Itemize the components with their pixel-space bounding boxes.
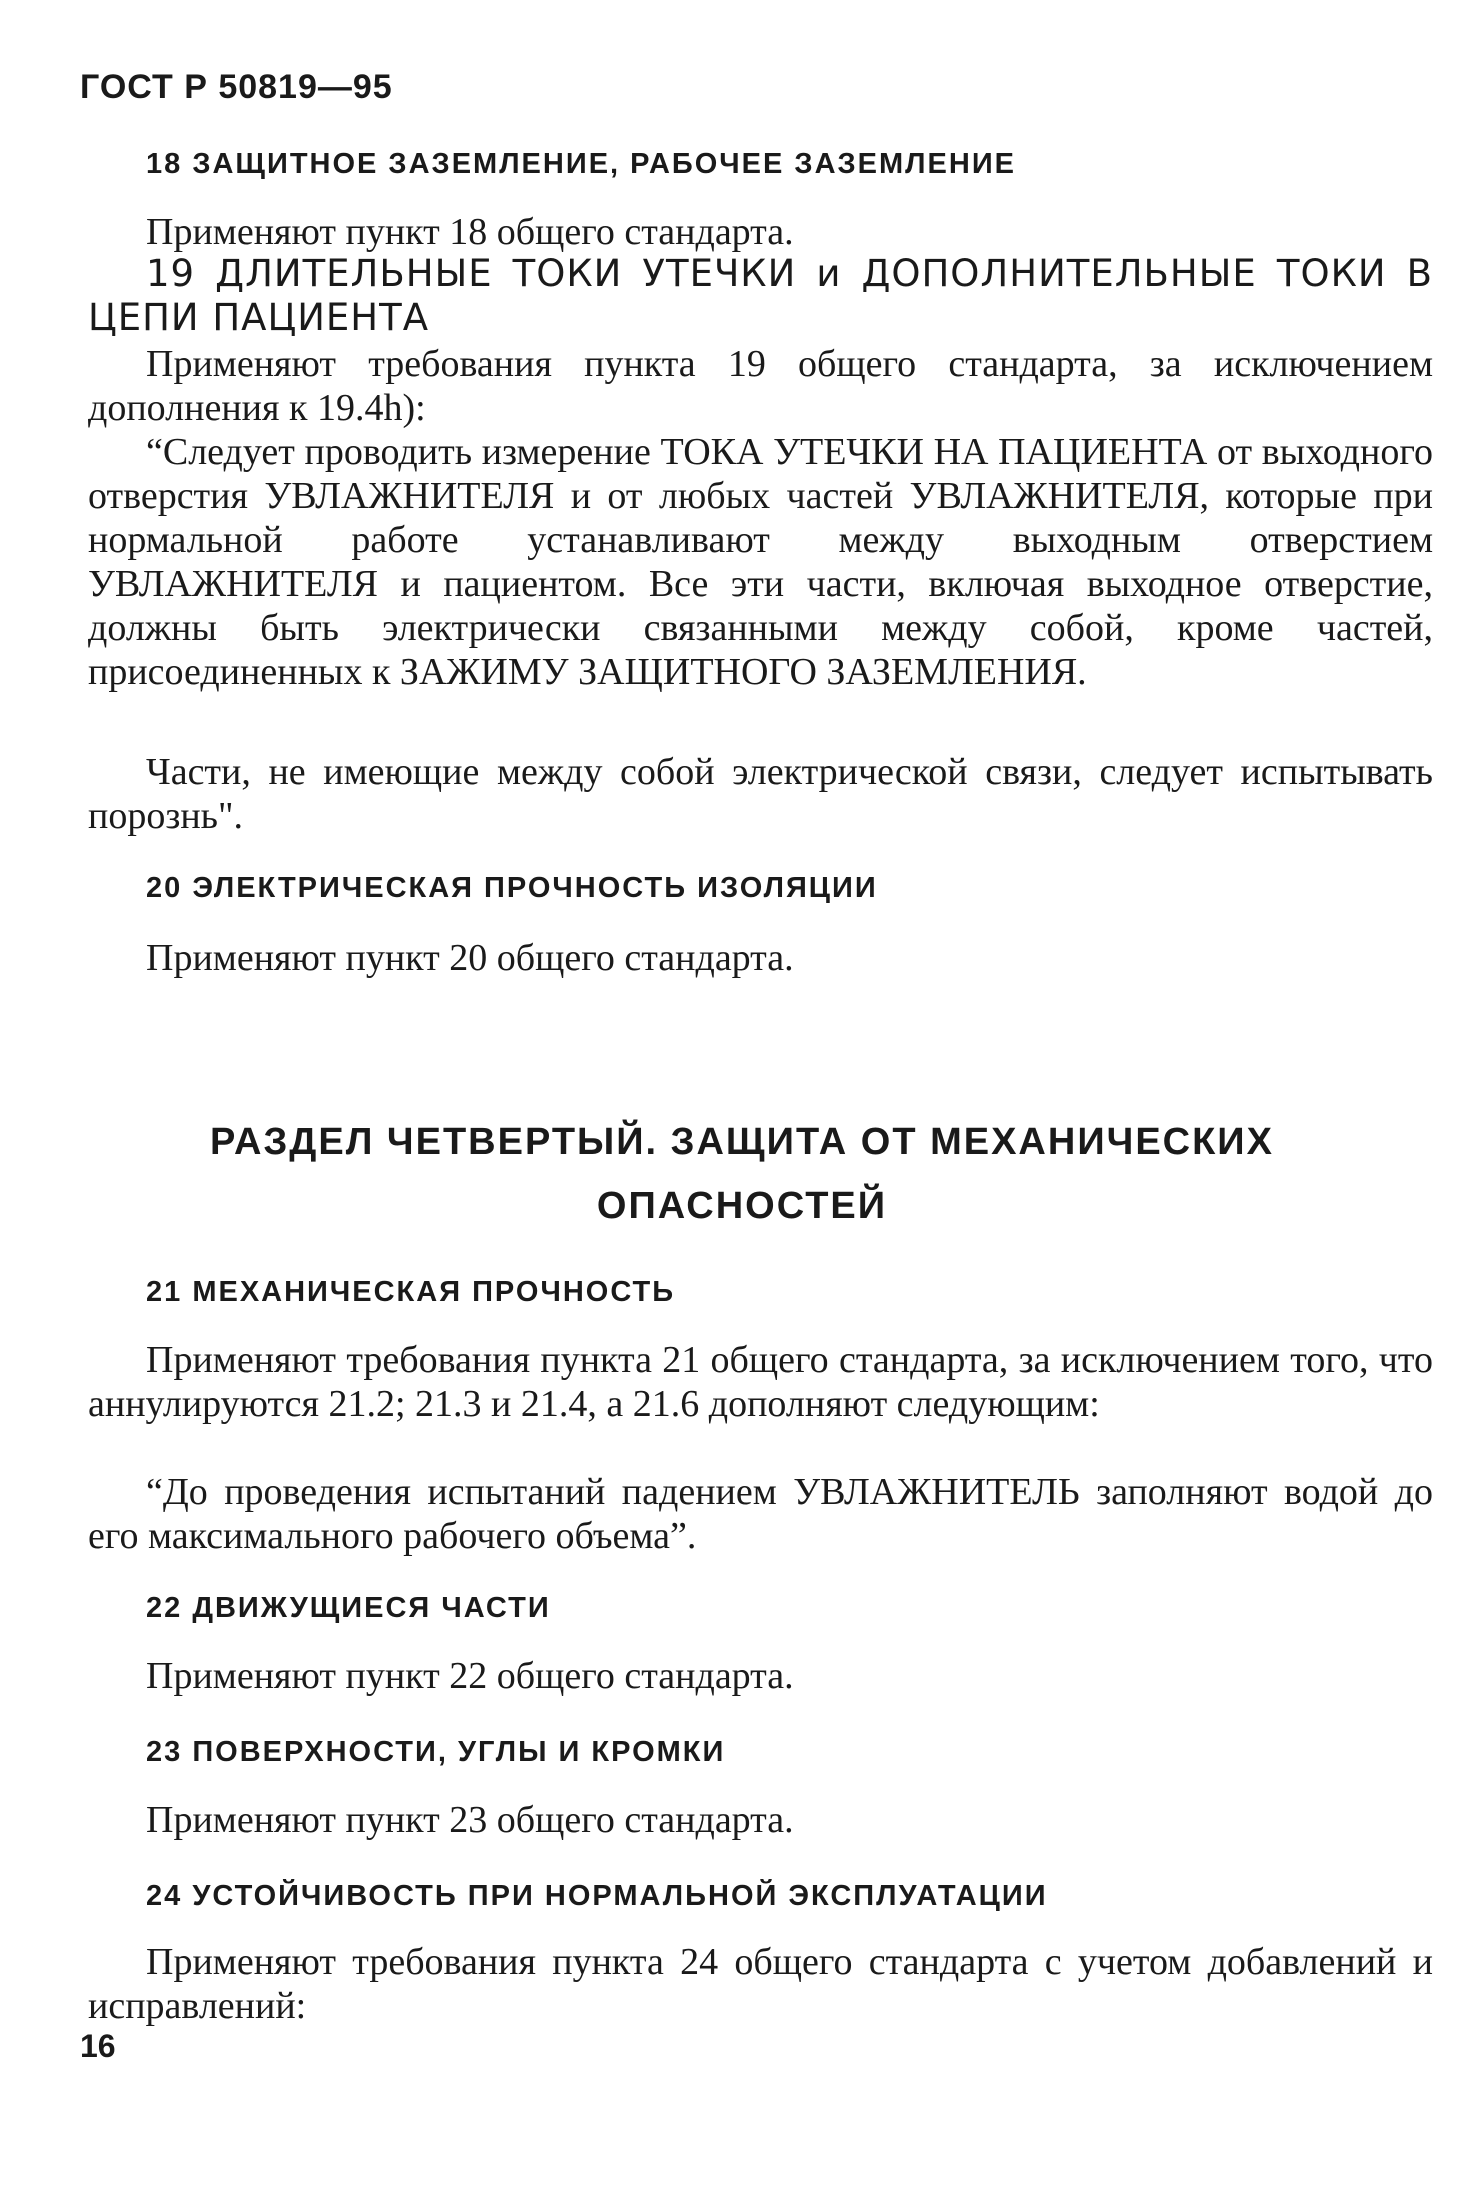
document-code: ГОСТ Р 50819—95 (80, 68, 393, 106)
clause-text-23: Применяют пункт 23 общего стандарта. (146, 1799, 794, 1841)
clause-quote-19: “Следует проводить измерение ТОКА УТЕЧКИ НА ПАЦИЕНТА от выходного отверстия УВЛАЖНИТЕЛЯ и от любых частей УВЛАЖНИТЕЛЯ, которые при нормальной работе устанавливают между выходным отверстием УВЛАЖНИТЕЛЯ и пациентом. Все эти части, включая выходное отверстие, должны быть электрически связанными между собой, кроме частей, присоединенных к ЗАЖИМУ ЗАЩИТНОГО ЗАЗЕМЛЕНИЯ. (88, 431, 1433, 693)
clause-text-19: Применяют требования пункта 19 общего стандарта, за исключением дополнения к 19.4h): (88, 343, 1433, 429)
clause-quote-19-end: Части, не имеющие между собой электрической связи, следует испытывать порознь". (88, 751, 1433, 837)
clause-text-21: Применяют требования пункта 21 общего стандарта, за исключением того, что аннулируются 21.2; 21.3 и 21.4, а 21.6 дополняют следующим: (88, 1339, 1433, 1425)
clause-text-24: Применяют требования пункта 24 общего стандарта с учетом добавлений и исправлений: (88, 1941, 1433, 2027)
clause-quote-21: “До проведения испытаний падением УВЛАЖНИТЕЛЬ заполняют водой до его максимального рабочего объема”. (88, 1471, 1433, 1557)
clause-heading-19: 19 ДЛИТЕЛЬНЫЕ ТОКИ УТЕЧКИ и ДОПОЛНИТЕЛЬНЫЕ ТОКИ В ЦЕПИ ПАЦИЕНТА (88, 252, 1433, 339)
clause-heading-24: 24 УСТОЙЧИВОСТЬ ПРИ НОРМАЛЬНОЙ ЭКСПЛУАТАЦИИ (146, 1880, 1048, 1912)
clause-text-22: Применяют пункт 22 общего стандарта. (146, 1655, 794, 1697)
clause-heading-18: 18 ЗАЩИТНОЕ ЗАЗЕМЛЕНИЕ, РАБОЧЕЕ ЗАЗЕМЛЕНИЕ (146, 148, 1017, 180)
page-number: 16 (80, 2028, 116, 2064)
clause-heading-21: 21 МЕХАНИЧЕСКАЯ ПРОЧНОСТЬ (146, 1276, 676, 1308)
clause-heading-22: 22 ДВИЖУЩИЕСЯ ЧАСТИ (146, 1592, 551, 1624)
clause-heading-23: 23 ПОВЕРХНОСТИ, УГЛЫ И КРОМКИ (146, 1736, 726, 1768)
section-title (100, 1110, 1384, 1238)
clause-text-20: Применяют пункт 20 общего стандарта. (146, 937, 794, 979)
section-title-line-2: ОПАСНОСТЕЙ (596, 1185, 888, 1227)
clause-heading-20: 20 ЭЛЕКТРИЧЕСКАЯ ПРОЧНОСТЬ ИЗОЛЯЦИИ (146, 872, 878, 904)
clause-text-18: Применяют пункт 18 общего стандарта. (146, 211, 794, 253)
section-title-line-1: РАЗДЕЛ ЧЕТВЕРТЫЙ. ЗАЩИТА ОТ МЕХАНИЧЕСКИХ (210, 1121, 1274, 1163)
